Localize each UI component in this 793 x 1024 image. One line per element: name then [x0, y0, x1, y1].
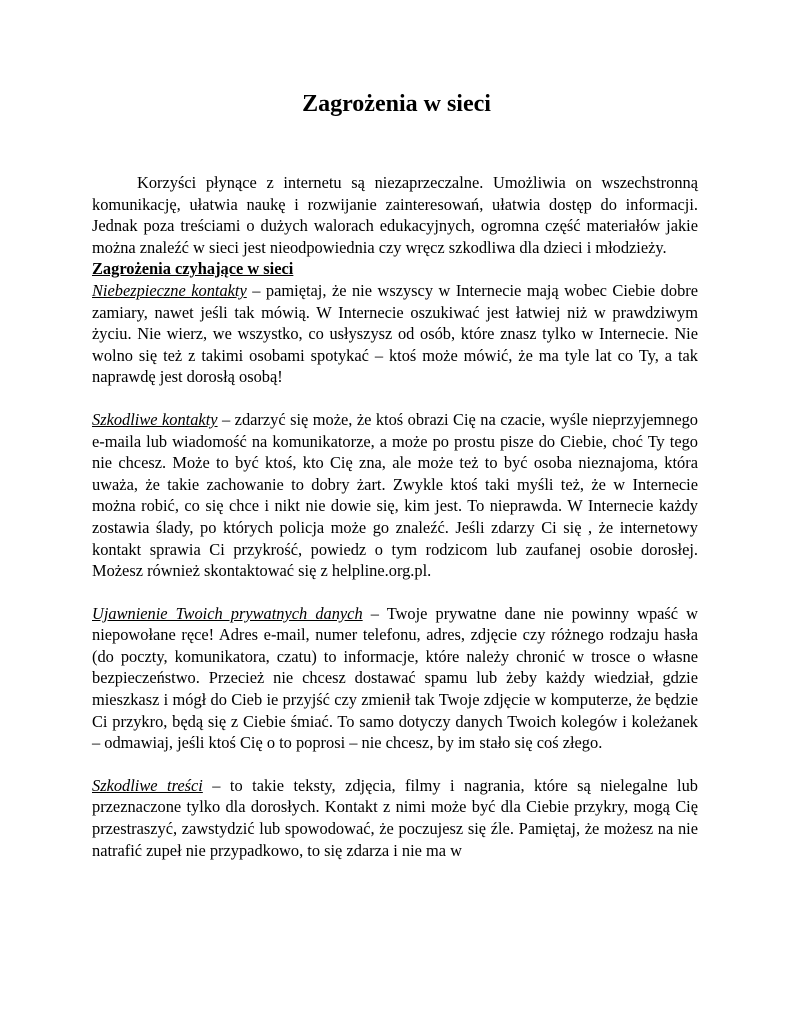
threat-item-text: – to takie teksty, zdjęcia, filmy i nagrania, które są nielegalne lub przeznaczone tylko dla dorosłych. Kontakt z nimi może być dla Ciebie przykry, mogą Cię przestraszyć, zawstydzić lub spowodować, że poczujesz się źle. Pamiętaj, że możesz na nie natrafić zupeł nie przypadkowo, to się zdarza i nie ma w — [92, 775, 698, 860]
threat-item-text: – Twoje prywatne dane nie powinny wpaść w niepowołane ręce! Adres e-mail, numer telefonu, adres, zdjęcie czy różnego rodzaju hasła (do poczty, komunikatora, czatu) to informacje, które należy chronić w trosce o własne bezpieczeństwo. Przecież nie chcesz dostawać spamu lub żeby każdy wiedział, gdzie mieszkasz i mógł do Cieb ie przyjść czy zmienił tak Twoje zdjęcie w komputerze, że będzie Ci przykro, będą się z Ciebie śmiać. To samo dotyczy danych Twoich kolegów i koleżanek – odmawiaj, jeśli ktoś Cię o to poprosi – nie chcesz, by im stało się coś złego. — [92, 603, 698, 753]
intro-paragraph: Korzyści płynące z internetu są niezaprzeczalne. Umożliwia on wszechstronną komunikację, ułatwia naukę i rozwijanie zainteresowań, ułatwia dostęp do informacji. Jednak poza treściami o dużych walorach edukacyjnych, ogromna część materiałów jakie można znaleźć w sieci jest nieodpowiednia czy wręcz szkodliwa dla dzieci i młodzieży. — [92, 173, 698, 257]
threat-item-text: – pamiętaj, że nie wszyscy w Internecie mają wobec Ciebie dobre zamiary, nawet jeśli tak mówią. W Internecie oszukiwać jest łatwiej niż w prawdziwym życiu. Nie wierz, we wszystko, co usłyszysz od osób, które znasz tylko w Internecie. Nie wolno się też z takimi osobami spotykać – ktoś może mówić, że ma tyle lat co Ty, a tak naprawdę jest dorosłą osobą! — [92, 280, 698, 387]
section-heading: Zagrożenia czyhające w sieci — [92, 259, 294, 279]
threat-item-title: Szkodliwe treści — [92, 775, 203, 795]
threat-item-private-data — [92, 603, 698, 754]
threat-item-harmful-content — [92, 775, 698, 861]
page-title: Zagrożenia w sieci — [302, 91, 491, 117]
threat-item-dangerous-contacts — [92, 280, 698, 388]
threat-item-harmful-contacts — [92, 409, 698, 582]
threat-item-text: – zdarzyć się może, że ktoś obrazi Cię na czacie, wyśle nieprzyjemnego e-maila lub wiadomość na komunikatorze, a może po prostu pisze do Ciebie, choć Ty tego nie chcesz. Może to być ktoś, kto Cię zna, ale może też to być osoba nieznajoma, która uważa, że takie zachowanie to dobry żart. Zwykle ktoś taki myśli też, że w Internecie można robić, co się chce i nikt nie dowie się, kim jest. To nieprawda. W Internecie każdy zostawia ślady, po których policja może go znaleźć. Jeśli zdarzy Ci się , że internetowy kontakt sprawia Ci przykrość, powiedz o tym rodzicom lub zaufanej osobie dorosłej. Możesz również skontaktować się z helpline.org.pl. — [92, 409, 698, 581]
threat-item-title: Ujawnienie Twoich prywatnych danych — [92, 603, 363, 623]
threat-item-title: Szkodliwe kontakty — [92, 409, 218, 429]
document-body — [92, 172, 698, 882]
threat-item-title: Niebezpieczne kontakty — [92, 280, 247, 300]
